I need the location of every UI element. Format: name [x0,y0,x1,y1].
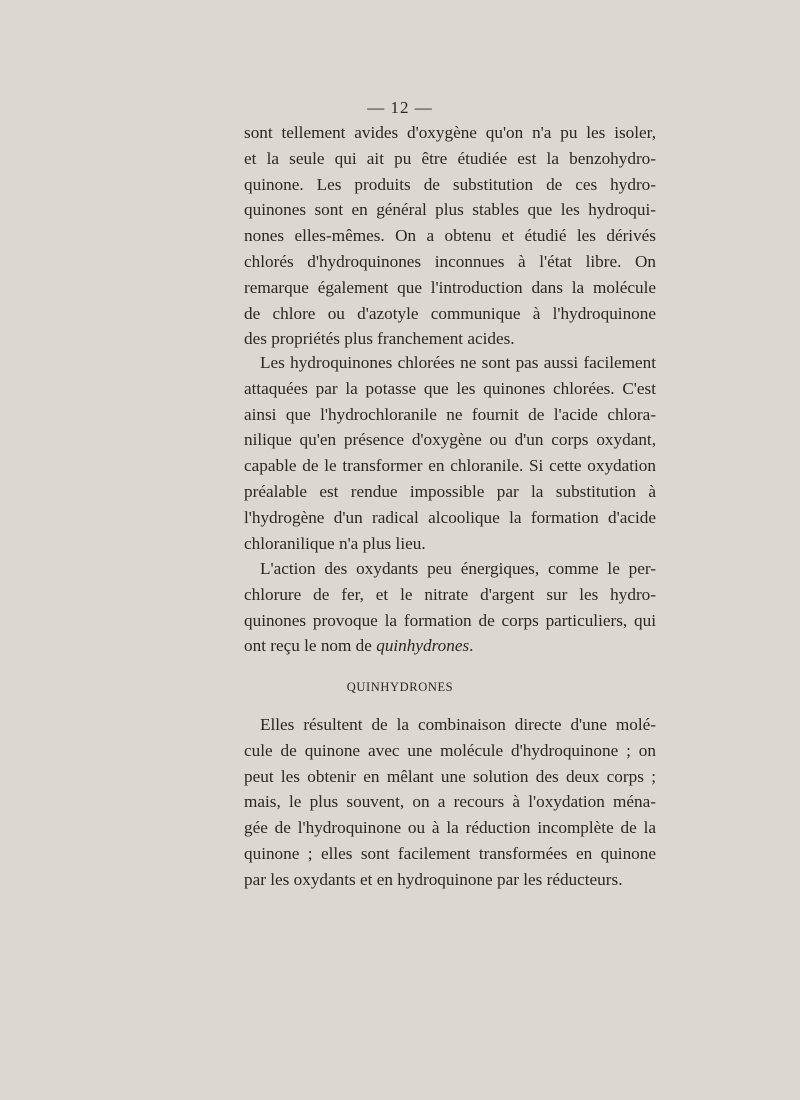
text-line: nones elles-mêmes. On a obtenu et étudié les dérivés [244,226,656,246]
text-line: chlorure de fer, et le nitrate d'argent sur les hydro- [244,584,656,604]
paragraph-3 [244,556,656,659]
paragraph-4 [244,712,656,893]
text-line [244,633,656,659]
text-line: quinone ; elles sont facilement transformées en quinone [244,843,656,863]
text-line: attaquées par la potasse que les quinones chlorées. C'est [244,378,656,398]
text-line: et la seule qui ait pu être étudiée est la benzohydro- [244,148,656,168]
text-fragment: . [469,636,474,656]
section-title: QUINHYDRONES [346,680,454,694]
text-line: cule de quinone avec une molécule d'hydroquinone ; on [244,740,656,760]
text-line: quinones provoque la formation de corps particuliers, qui [244,610,656,630]
text-line: chlorés d'hydroquinones inconnues à l'état libre. On [244,251,656,271]
text-line: Elles résultent de la combinaison directe d'une molé- [260,715,656,734]
paragraph-2 [244,350,656,556]
text-line: par les oxydants et en hydroquinone par les réducteurs. [244,869,623,889]
italic-term: quinhydrones [376,636,470,656]
page-number: — 12 — [367,98,433,117]
text-line: chloranilique n'a plus lieu. [244,533,426,553]
text-line: gée de l'hydroquinone ou à la réduction incomplète de la [244,818,656,838]
paragraph-1 [244,120,656,352]
text-line: ainsi que l'hydrochloranile ne fournit de l'acide chlora- [244,404,656,424]
text-line: préalable est rendue impossible par la substitution à [244,481,656,501]
text-line: quinone. Les produits de substitution de ces hydro- [244,174,656,194]
text-line: l'hydrogène d'un radical alcoolique la formation d'acide [244,507,656,527]
text-line: peut les obtenir en mêlant une solution des deux corps ; [244,766,656,786]
text-line: nilique qu'en présence d'oxygène ou d'un corps oxydant, [244,430,656,450]
text-line: L'action des oxydants peu énergiques, comme le per- [260,559,656,578]
text-fragment: ont reçu le nom de [244,636,377,656]
text-line: des propriétés plus franchement acides. [244,329,515,349]
text-line: Les hydroquinones chlorées ne sont pas aussi facilement [260,353,656,372]
text-line: capable de le transformer en chloranile. Si cette oxydation [244,456,656,476]
text-line: de chlore ou d'azotyle communique à l'hydroquinone [244,303,656,323]
text-line: sont tellement avides d'oxygène qu'on n'a pu les isoler, [244,123,656,142]
text-line: remarque également que l'introduction dans la molécule [244,277,656,297]
text-line: mais, le plus souvent, on a recours à l'oxydation ména- [244,792,656,812]
text-line: quinones sont en général plus stables que les hydroqui- [244,200,656,220]
